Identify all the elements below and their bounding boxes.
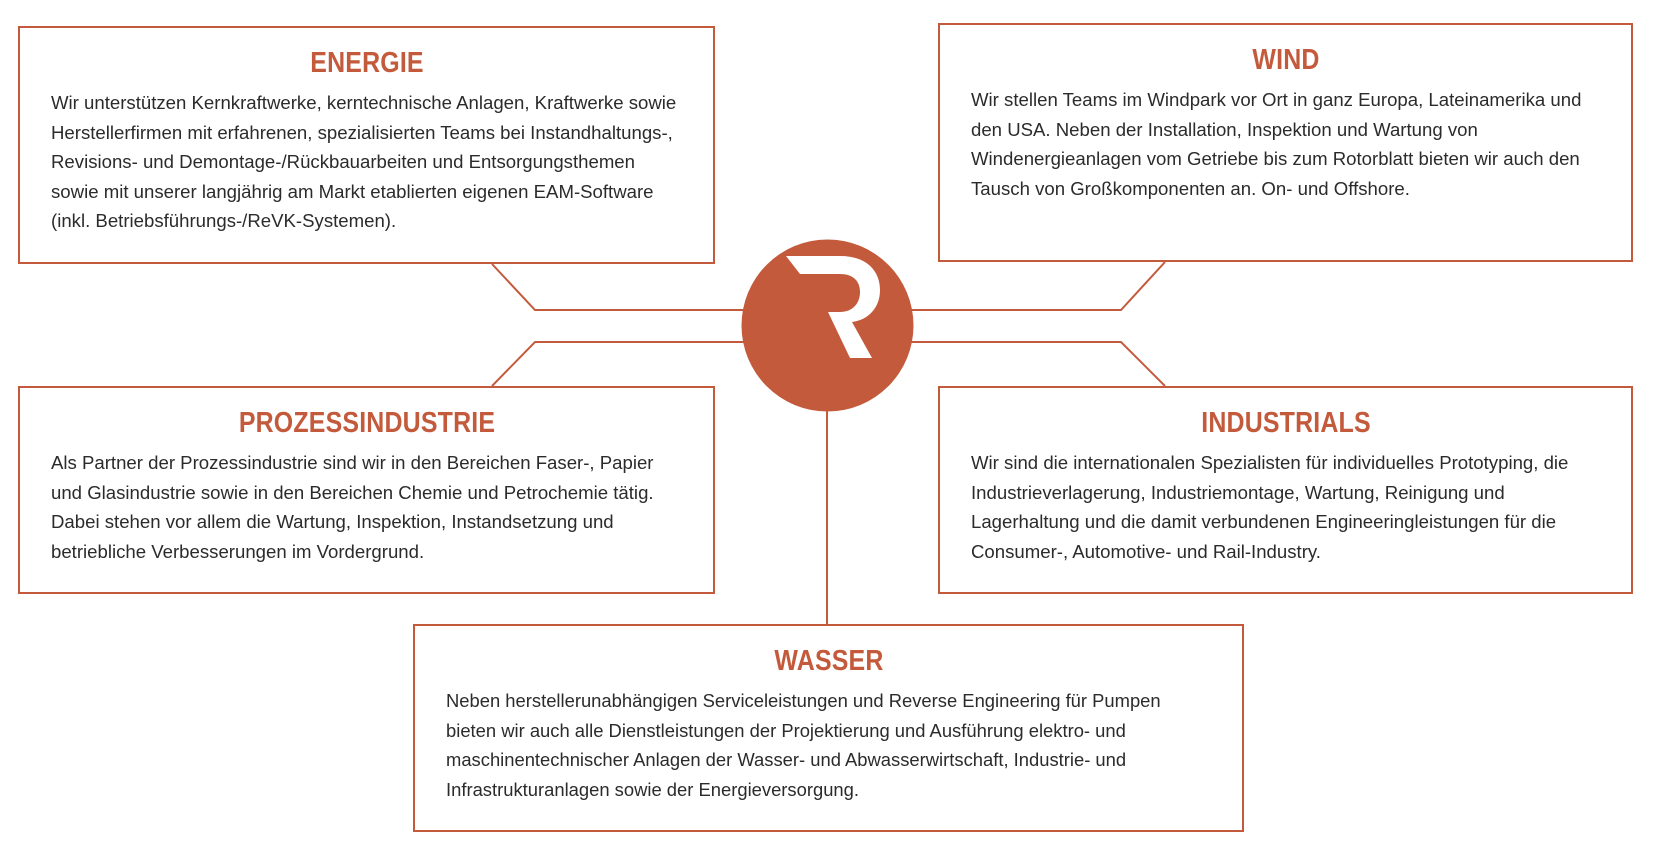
sector-text-wind: Wir stellen Teams im Windpark vor Ort in ganz Europa, Lateinamerika und den USA. Neben der Installation, Inspektion und Wartung von Windenergieanlagen vom Getriebe bis zum Rotorblatt bieten wir auch den Tausch von Großkomponenten an. On- und Offshore. [971, 89, 1582, 199]
sector-title-energie: ENERGIE [310, 47, 424, 79]
connector-wind [905, 262, 1165, 310]
connector-industrials [905, 342, 1165, 386]
sector-text-industrials: Wir sind die internationalen Spezialisten für individuelles Prototyping, die Industrieverlagerung, Industriemontage, Wartung, Reinigung und Lagerhaltung und die damit verbundenen Engineeringleistungen für die Consumer-, Automotive- und Rail-Industry. [971, 452, 1569, 562]
sector-title-prozessindustrie: PROZESSINDUSTRIE [238, 407, 496, 439]
sector-text-wasser: Neben herstellerunabhängigen Serviceleistungen und Reverse Engineering für Pumpen bieten wir auch alle Dienstleistungen der Projektierung und Ausführung elektro- und maschinentechnischer Anlagen der Wasser- und Abwasserwirtschaft, Industrie- und Infrastrukturanlagen sowie der Energieversorgung. [446, 690, 1161, 800]
sector-box-industrials [938, 386, 1633, 594]
sector-box-wasser [413, 624, 1244, 832]
sector-text-energie: Wir unterstützen Kernkraftwerke, kerntechnische Anlagen, Kraftwerke sowie Herstellerfirmen mit erfahrenen, spezialisierten Teams bei Instandhaltungs-, Revisions- und Demontage-/Rückbauarbeiten und Entsorgungsthemen sowie mit unserer langjährig am Markt etablierten eigenen EAM-Software (inkl. Betriebsführungs-/ReVK-Systemen). [51, 92, 677, 231]
sector-title-wind: WIND [1252, 44, 1320, 76]
sector-box-prozessindustrie [18, 386, 715, 594]
r-logo-icon [740, 238, 915, 413]
connector-energie [492, 264, 750, 310]
sector-title-industrials: INDUSTRIALS [1201, 407, 1371, 439]
connector-prozess [492, 342, 750, 386]
sector-text-prozessindustrie: Als Partner der Prozessindustrie sind wir in den Bereichen Faser-, Papier und Glasindustrie sowie in den Bereichen Chemie und Petrochemie tätig. Dabei stehen vor allem die Wartung, Inspektion, Instandsetzung und betriebliche Verbesserungen im Vordergrund. [51, 452, 654, 562]
sector-title-wasser: WASSER [774, 645, 884, 677]
sector-box-wind [938, 23, 1633, 262]
sector-box-energie [18, 26, 715, 264]
